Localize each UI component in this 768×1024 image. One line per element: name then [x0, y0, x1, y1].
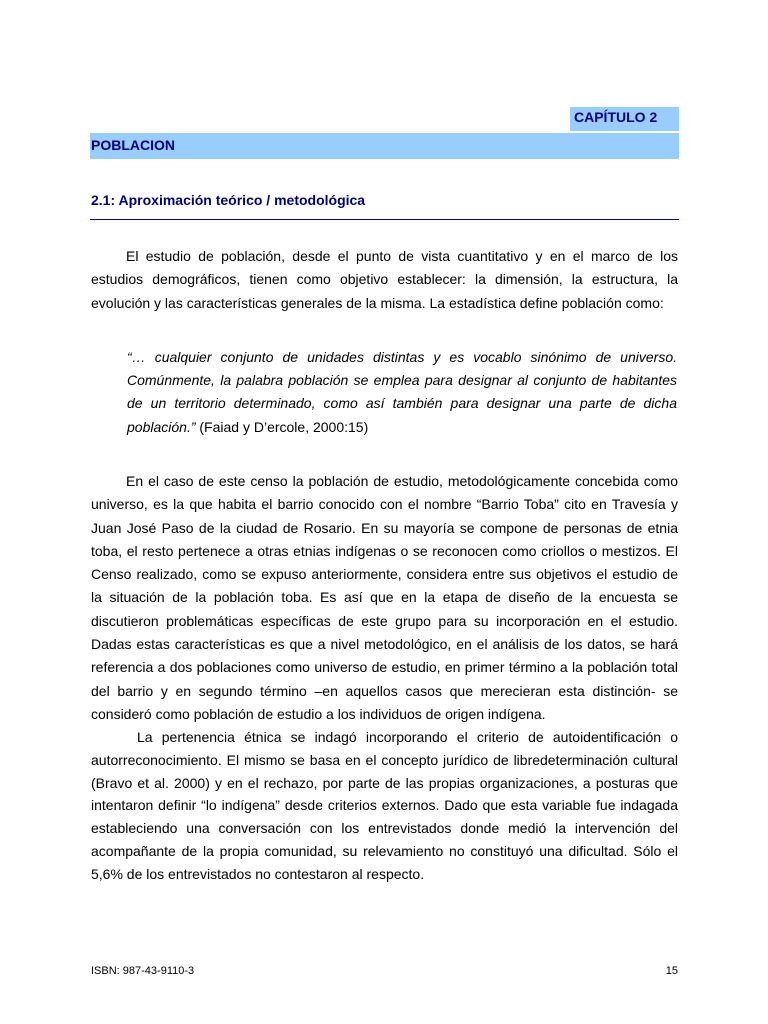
section-heading-band	[90, 133, 679, 159]
quote-citation: (Faiad y D’ercole, 2000:15)	[195, 418, 369, 435]
footer-page-number: 15	[665, 965, 678, 977]
quote-text: “… cualquier conjunto de unidades distintas y es vocablo sinónimo de universo. Comúnmente, la palabra población se emplea para designar al conjunto de habitantes de un territorio determinado, como así también para designar una parte de dicha población.”	[127, 349, 677, 435]
block-quote	[127, 346, 677, 439]
section-title: POBLACION	[91, 137, 175, 153]
body-paragraph-1: El estudio de población, desde el punto de vista cuantitativo y en el marco de los estudios demográficos, tienen como objetivo establecer: la dimensión, la estructura, la evolución y las características generales de la misma. La estadística define población como:	[91, 248, 678, 311]
subsection-title: 2.1: Aproximación teórico / metodológica	[91, 192, 366, 208]
body-paragraph-3: La pertenencia étnica se indagó incorporando el criterio de autoidentificación o autorreconocimiento. El mismo se basa en el concepto jurídico de libredeterminación cultural (Bravo et al. 2000) y en el rechazo, por parte de las propias organizaciones, a posturas que intentaron definir “lo indígena” desde criterios externos. Dado que esta variable fue indagada estableciendo una conversación con los entrevistados donde medió la intervención del acompañante de la propia comunidad, su relevamiento no constituyó una dificultad. Sólo el 5,6% de los entrevistados no contestaron al respecto.	[91, 729, 678, 882]
chapter-label: CAPÍTULO 2	[574, 109, 658, 125]
body-paragraph-2: En el caso de este censo la población de estudio, metodológicamente concebida como universo, es la que habita el barrio conocido con el nombre “Barrio Toba” cito en Travesía y Juan José Paso de la ciudad de Rosario. En su mayoría se compone de personas de etnia toba, el resto pertenece a otras etnias indígenas o se reconocen como criollos o mestizos. El Censo realizado, como se expuso anteriormente, considera entre sus objetivos el estudio de la situación de la población toba. Es así que en la etapa de diseño de la encuesta se discutieron problemáticas específicas de este grupo para su incorporación en el estudio. Dadas estas características es que a nivel metodológico, en el análisis de los datos, se hará referencia a dos poblaciones como universo de estudio, en primer término a la población total del barrio y en segundo término –en aquellos casos que merecieran esta distinción- se consideró como población de estudio a los individuos de origen indígena.	[91, 473, 678, 722]
chapter-heading-band	[570, 107, 679, 131]
footer-isbn: ISBN: 987-43-9110-3	[91, 965, 195, 977]
subsection-divider	[90, 219, 679, 220]
